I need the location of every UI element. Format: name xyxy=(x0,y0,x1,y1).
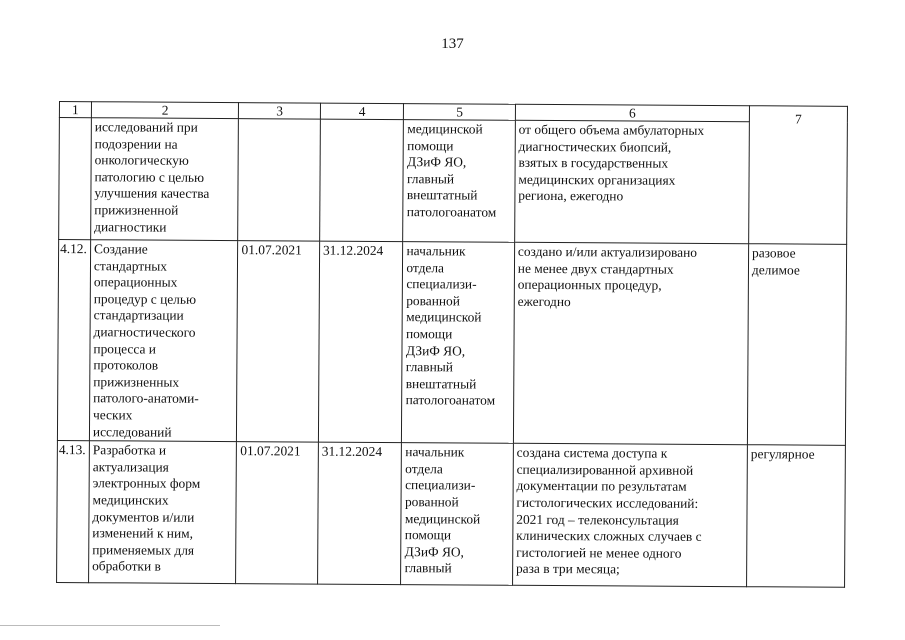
end-date-cell: 31.12.2024 xyxy=(318,241,403,443)
start-date-cell: 01.07.2021 xyxy=(237,241,320,443)
page-number: 137 xyxy=(441,36,464,52)
result-cell: создано и/или актуализировано не менее двух стандартных операционных процедур, ежегодно xyxy=(513,242,748,445)
row-number: 4.12. xyxy=(57,240,90,441)
event-cell: исследований при подозрении на онкологическую патологию с целью улучшения качества прижизненной диагностики xyxy=(91,118,239,241)
column-header-4: 4 xyxy=(320,103,404,120)
end-date-cell: 31.12.2024 xyxy=(317,442,401,585)
table-row xyxy=(59,118,848,245)
column-header-7-label: 7 xyxy=(794,111,802,127)
row-number: 4.13. xyxy=(57,441,90,583)
table-row xyxy=(57,441,846,588)
result-cell: создана система доступа к специализированной архивной документации по результатам гистологических исследований: 2021 год – телеконсультация клинических сложных случаев с гистологией не менее одного раза в три месяца; xyxy=(512,443,747,586)
column-header-7 xyxy=(749,106,848,245)
table-row xyxy=(57,240,846,446)
type-cell: регулярное xyxy=(747,445,846,588)
column-header-5: 5 xyxy=(404,104,515,121)
row-number xyxy=(59,118,92,240)
responsible-cell: медицинской помощи ДЗиФ ЯО, главный внештатный патологоанатом xyxy=(403,120,515,243)
start-date-cell xyxy=(238,119,320,241)
plan-table xyxy=(56,101,848,588)
responsible-cell: начальник отдела специализи- рованной медицинской помощи ДЗиФ ЯО, главный внештатный патологоанатом xyxy=(402,242,515,444)
result-cell: от общего объема амбулаторных диагностических биопсий, взятых в государственных медицинских организациях региона, ежегодно xyxy=(514,120,749,243)
responsible-cell: начальник отдела специализи- рованной медицинской помощи ДЗиФ ЯО, главный xyxy=(401,443,513,586)
column-header-6: 6 xyxy=(515,104,749,121)
scan-edge-line xyxy=(0,625,220,626)
column-header-3: 3 xyxy=(239,103,321,119)
type-cell: разовое делимое xyxy=(747,244,846,446)
column-header-2: 2 xyxy=(91,102,239,119)
event-cell: Создание стандартных операционных процедур с целью стандартизации диагностического процесса и протоколов прижизненных патолого-анатоми- ческих исследований xyxy=(89,240,238,442)
event-cell: Разработка и актуализация электронных форм медицинских документов и/или изменений к ним, применяемых для обработки в xyxy=(89,441,237,584)
start-date-cell: 01.07.2021 xyxy=(236,442,318,584)
column-header-1: 1 xyxy=(59,102,91,118)
end-date-cell xyxy=(320,119,404,242)
